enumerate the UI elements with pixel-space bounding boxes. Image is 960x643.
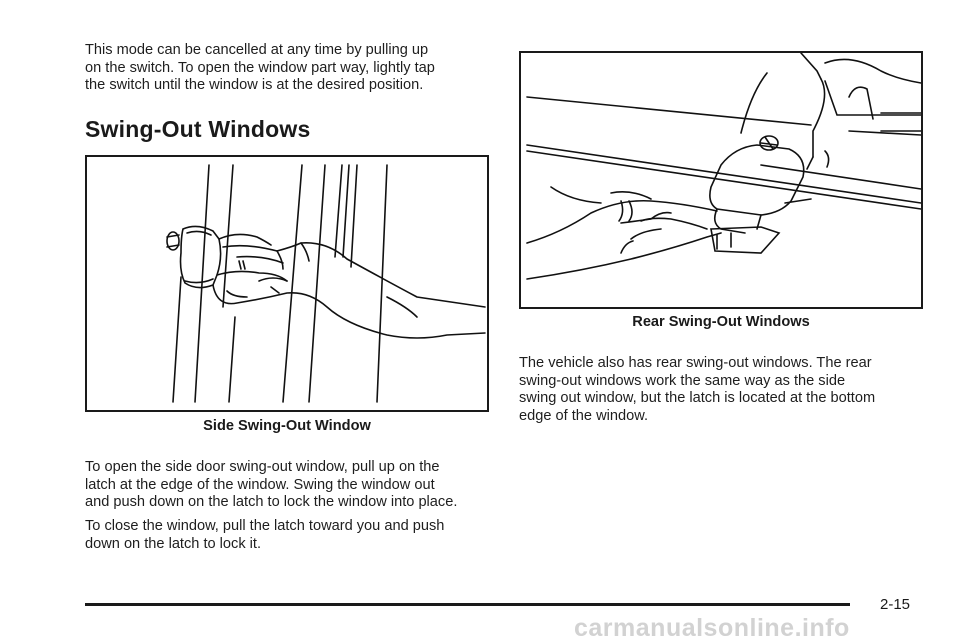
rear-windows-paragraph — [519, 355, 875, 425]
watermark: carmanualsonline.info — [574, 614, 850, 642]
text-line: swing out window, but the latch is located at the bottom — [519, 390, 876, 407]
rear-window-latch-illustration — [521, 53, 921, 307]
text-line: The vehicle also has rear swing-out windows. The rear — [519, 355, 872, 371]
text-line: on the switch. To open the window part way, lightly tap — [85, 59, 435, 76]
intro-paragraph — [85, 42, 435, 95]
text-line: To close the window, pull the latch toward you and push — [85, 518, 445, 534]
text-line: latch at the edge of the window. Swing the window out — [85, 476, 435, 493]
figure-caption: Side Swing-Out Window — [203, 418, 371, 434]
text-line: swing-out windows work the same way as the side — [519, 372, 846, 389]
page-number: 2-15 — [880, 596, 911, 613]
rear-swing-out-windows-figure — [519, 51, 923, 309]
side-swing-out-window-figure — [85, 155, 489, 412]
figure-caption: Rear Swing-Out Windows — [632, 314, 810, 330]
section-heading: Swing-Out Windows — [85, 116, 311, 142]
text-line: This mode can be cancelled at any time by pulling up — [85, 42, 429, 58]
text-line: the switch until the window is at the desired position. — [85, 77, 424, 94]
close-instructions-paragraph — [85, 518, 444, 553]
side-window-latch-illustration — [87, 157, 487, 410]
open-instructions-paragraph — [85, 459, 457, 512]
text-line: To open the side door swing-out window, pull up on the — [85, 459, 440, 475]
text-line: edge of the window. — [519, 407, 649, 424]
text-line: and push down on the latch to lock the window into place. — [85, 494, 458, 511]
text-line: down on the latch to lock it. — [85, 535, 262, 552]
footer-rule — [85, 603, 850, 606]
